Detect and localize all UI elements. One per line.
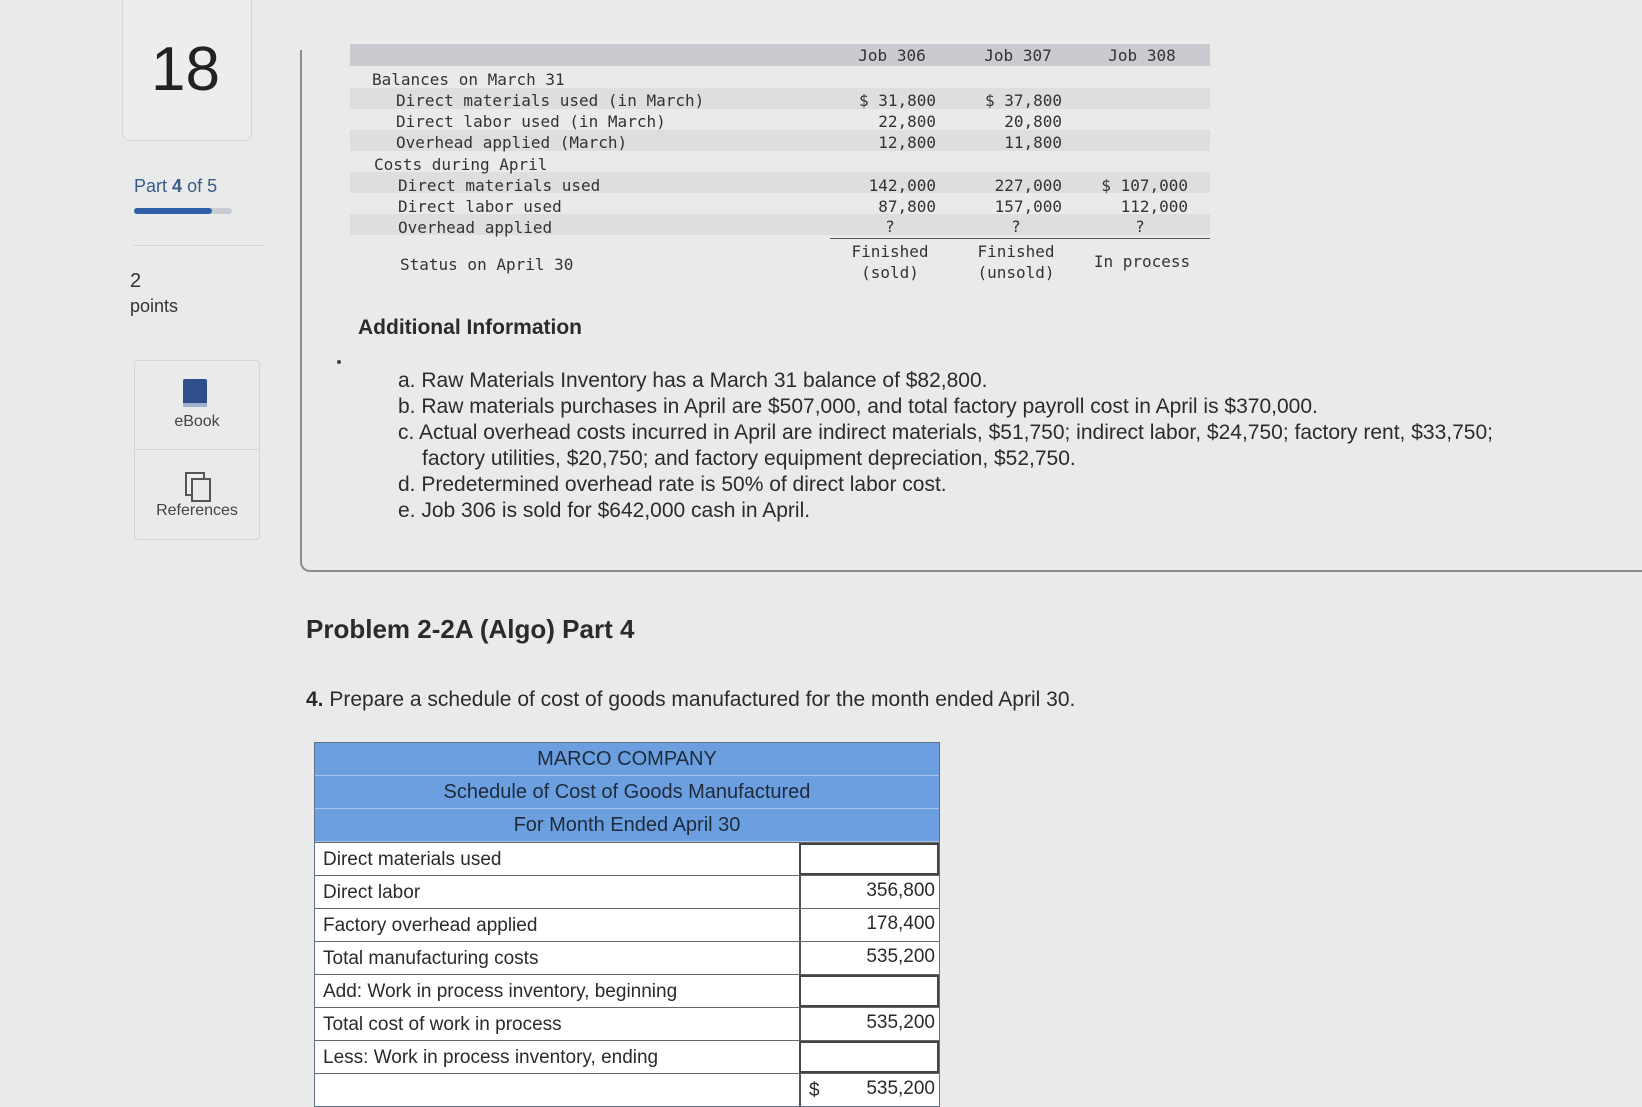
schedule-row-label[interactable]: Direct labor bbox=[323, 882, 421, 903]
schedule-company: MARCO COMPANY bbox=[315, 743, 939, 776]
cell-value: 22,800 bbox=[878, 112, 936, 131]
amount-input[interactable] bbox=[799, 843, 939, 875]
job-table-header-bar bbox=[350, 44, 1210, 66]
sidebar-divider bbox=[134, 245, 264, 246]
part-indicator: Part 4 of 5 bbox=[134, 176, 218, 196]
table-row bbox=[315, 1073, 939, 1106]
row-label: Direct labor used (in March) bbox=[396, 112, 666, 131]
points-label: points bbox=[130, 296, 179, 316]
additional-info-list bbox=[398, 368, 1638, 524]
status-rule bbox=[830, 238, 1210, 239]
row-label: Overhead applied (March) bbox=[396, 133, 628, 152]
table-row bbox=[315, 875, 939, 908]
row-label: Direct materials used bbox=[398, 176, 601, 195]
question-number: 18 bbox=[151, 35, 220, 104]
book-icon bbox=[183, 379, 207, 407]
info-item-c-cont: factory utilities, $20,750; and factory equipment depreciation, $52,750. bbox=[422, 447, 1076, 470]
info-item-b: b. Raw materials purchases in April are $507,000, and total factory payroll cost in April is $370,000. bbox=[398, 395, 1318, 418]
currency-prefix: $ bbox=[809, 1080, 820, 1101]
schedule-row-label[interactable]: Total manufacturing costs bbox=[323, 948, 539, 969]
cell-value: ? bbox=[1135, 217, 1145, 236]
info-item-a: a. Raw Materials Inventory has a March 31 balance of $82,800. bbox=[398, 369, 988, 392]
status-308: In process bbox=[1093, 252, 1191, 271]
schedule-title: Schedule of Cost of Goods Manufactured bbox=[315, 776, 939, 809]
cell-value: 157,000 bbox=[994, 197, 1062, 216]
cell-value: $ 37,800 bbox=[984, 91, 1062, 110]
cogm-schedule-table bbox=[314, 742, 940, 1107]
status-307-line2: (unsold) bbox=[977, 263, 1055, 282]
cell-value: 112,000 bbox=[1120, 197, 1188, 216]
cell-value: 87,800 bbox=[878, 197, 936, 216]
row-label: Direct labor used bbox=[398, 197, 562, 216]
references-button[interactable] bbox=[135, 450, 259, 538]
costs-title: Costs during April bbox=[374, 155, 548, 174]
schedule-row-label[interactable]: Direct materials used bbox=[323, 849, 502, 870]
instruction-text: Prepare a schedule of cost of goods manufactured for the month ended April 30. bbox=[329, 688, 1076, 711]
references-label: References bbox=[156, 502, 238, 519]
row-label: Direct materials used (in March) bbox=[396, 91, 705, 110]
part-progress-bar bbox=[134, 208, 232, 214]
info-item-c: c. Actual overhead costs incurred in April are indirect materials, $51,750; indirect labor, $24,750; factory rent, $33,750; bbox=[398, 421, 1493, 444]
schedule-row-label[interactable]: Total cost of work in process bbox=[323, 1014, 562, 1035]
bullet-dot bbox=[337, 360, 341, 364]
amount-input[interactable]: 356,800 bbox=[799, 876, 941, 908]
amount-input[interactable]: 535,200 bbox=[799, 1074, 941, 1106]
table-row bbox=[315, 842, 939, 875]
table-row bbox=[315, 941, 939, 974]
cell-value: ? bbox=[885, 217, 895, 236]
info-item-d: d. Predetermined overhead rate is 50% of direct labor cost. bbox=[398, 473, 947, 496]
tools-panel bbox=[134, 360, 260, 540]
amount-input[interactable] bbox=[799, 975, 939, 1007]
amount-input[interactable]: 535,200 bbox=[799, 942, 941, 974]
cell-value: ? bbox=[1011, 217, 1021, 236]
job-header-306: Job 306 bbox=[858, 46, 926, 65]
points-value: 2 bbox=[130, 270, 142, 292]
table-row bbox=[315, 1040, 939, 1073]
cell-value: 227,000 bbox=[994, 176, 1062, 195]
schedule-header bbox=[315, 743, 939, 842]
amount-input[interactable]: 535,200 bbox=[799, 1008, 941, 1040]
row-label: Overhead applied bbox=[398, 218, 553, 237]
cell-value: $ 31,800 bbox=[858, 91, 936, 110]
amount-input[interactable] bbox=[799, 1041, 939, 1073]
cell-value: 12,800 bbox=[878, 133, 936, 152]
cell-value: 20,800 bbox=[1004, 112, 1062, 131]
status-label: Status on April 30 bbox=[400, 255, 574, 274]
sidebar bbox=[0, 0, 280, 1089]
status-306-line2: (sold) bbox=[861, 263, 919, 282]
table-row bbox=[315, 908, 939, 941]
cell-value: 142,000 bbox=[868, 176, 936, 195]
info-item-e: e. Job 306 is sold for $642,000 cash in April. bbox=[398, 499, 811, 522]
additional-info-title: Additional Information bbox=[358, 316, 582, 339]
schedule-row-label[interactable]: Less: Work in process inventory, ending bbox=[323, 1047, 659, 1068]
ebook-button[interactable] bbox=[135, 361, 259, 450]
schedule-row-label[interactable]: Add: Work in process inventory, beginning bbox=[323, 981, 678, 1002]
question-number-box bbox=[122, 0, 252, 141]
schedule-row-label[interactable]: Factory overhead applied bbox=[323, 915, 538, 936]
cell-value: $ 107,000 bbox=[1101, 176, 1188, 195]
status-306-line1: Finished bbox=[851, 242, 929, 261]
job-header-308: Job 308 bbox=[1108, 46, 1176, 65]
instruction bbox=[306, 688, 1075, 712]
cell-value: 11,800 bbox=[1004, 133, 1062, 152]
schedule-period: For Month Ended April 30 bbox=[315, 809, 939, 842]
amount-input[interactable]: 178,400 bbox=[799, 909, 941, 941]
table-row bbox=[315, 974, 939, 1007]
part-progress-fill bbox=[134, 208, 212, 214]
table-row bbox=[315, 1007, 939, 1040]
instruction-number: 4. bbox=[306, 688, 324, 711]
status-307-line1: Finished bbox=[977, 242, 1055, 261]
balances-title: Balances on March 31 bbox=[372, 70, 565, 89]
job-header-307: Job 307 bbox=[984, 46, 1052, 65]
problem-title: Problem 2-2A (Algo) Part 4 bbox=[306, 614, 635, 644]
ebook-label: eBook bbox=[174, 413, 220, 430]
